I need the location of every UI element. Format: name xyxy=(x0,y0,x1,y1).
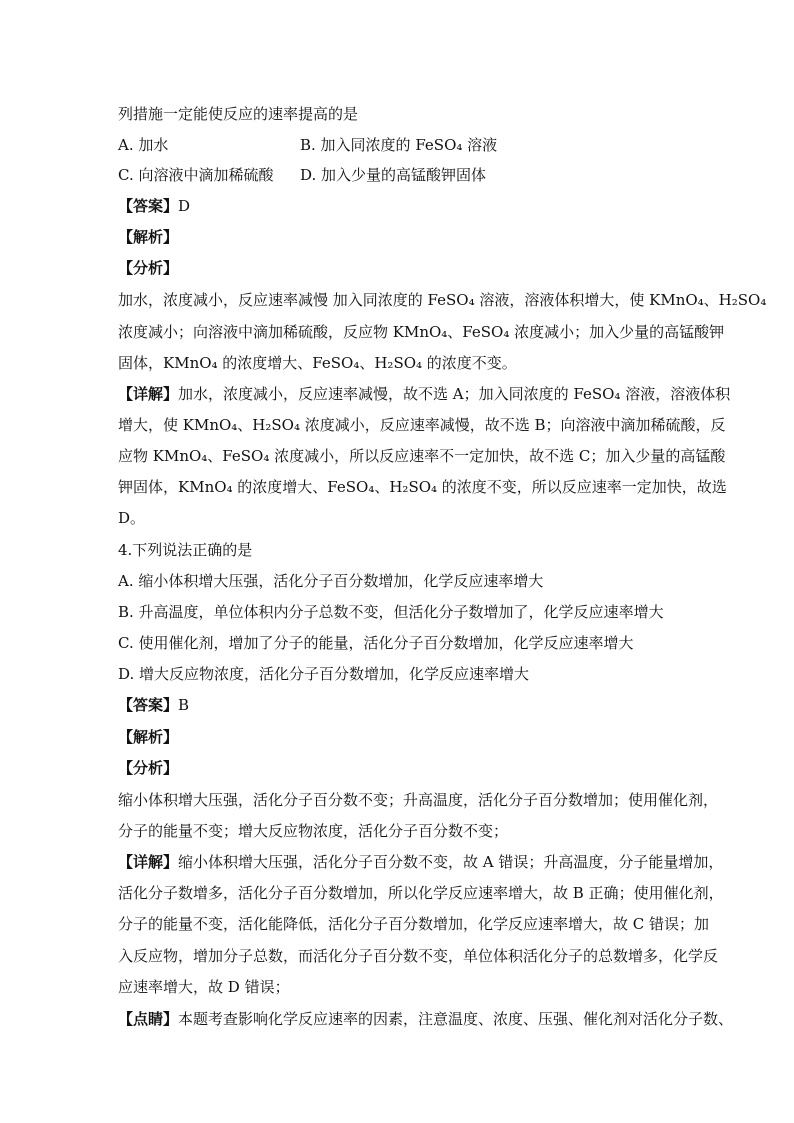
fenxi-tag xyxy=(118,258,688,278)
detail-text: 缩小体积增大压强，活化分子百分数不变，故 A 错误；升高温度，分子能量增加， xyxy=(178,853,724,871)
option-b: B. 加入同浓度的 FeSO₄ 溶液 xyxy=(300,136,498,154)
answer-value: D xyxy=(178,197,191,215)
analysis-line: 加水，浓度减小，反应速率减慢 加入同浓度的 FeSO₄ 溶液，溶液体积增大，使 KMnO₄、H₂SO₄ xyxy=(118,291,767,309)
analysis-line: 固体，KMnO₄ 的浓度增大、FeSO₄、H₂SO₄ 的浓度不变。 xyxy=(118,354,517,372)
detail-line: 入反应物，增加分子总数，而活化分子百分数不变，单位体积活化分子的总数增多，化学反 xyxy=(118,947,719,965)
question-3-stem: 列措施一定能使反应的速率提高的是 xyxy=(118,105,359,123)
jiexi-label: 【解析】 xyxy=(118,728,179,746)
answer-tag: 【答案】 xyxy=(118,696,179,714)
option-b: B. 升高温度，单位体积内分子总数不变，但活化分子数增加了，化学反应速率增大 xyxy=(118,603,664,621)
analysis-line: 分子的能量不变；增大反应物浓度，活化分子百分数不变； xyxy=(118,822,509,840)
option-d: D. 增大反应物浓度，活化分子百分数增加，化学反应速率增大 xyxy=(118,665,530,683)
detail-line: 分子的能量不变，活化能降低，活化分子百分数增加，化学反应速率增大，故 C 错误；加 xyxy=(118,915,710,933)
option-d: D. 加入少量的高锰酸钾固体 xyxy=(300,166,487,184)
option-c: C. 使用催化剂，增加了分子的能量，活化分子百分数增加，化学反应速率增大 xyxy=(118,634,634,652)
dianjing-line xyxy=(118,1009,734,1029)
jiexi-tag xyxy=(118,727,688,747)
detail-tag: 【详解】 xyxy=(118,853,179,871)
analysis-line: 缩小体积增大压强，活化分子百分数不变；升高温度，活化分子百分数增加；使用催化剂， xyxy=(118,791,719,809)
option-c-text: C. 向溶液中滴加稀硫酸 xyxy=(118,166,274,184)
question-4-stem: 4.下列说法正确的是 xyxy=(118,541,253,559)
detail-line: 活化分子数增多，活化分子百分数增加，所以化学反应速率增大，故 B 正确；使用催化剂， xyxy=(118,884,724,902)
option-a: A. 缩小体积增大压强，活化分子百分数增加，化学反应速率增大 xyxy=(118,572,544,590)
detail-line: 钾固体，KMnO₄ 的浓度增大、FeSO₄、H₂SO₄ 的浓度不变，所以反应速率一定加快，故选 xyxy=(118,478,727,496)
answer-line xyxy=(118,695,688,715)
detail-tag: 【详解】 xyxy=(118,385,179,403)
detail-line xyxy=(118,384,731,404)
jiexi-tag xyxy=(118,227,688,247)
detail-line: 增大，使 KMnO₄、H₂SO₄ 浓度减小，反应速率减慢，故不选 B；向溶液中滴加稀硫酸，反 xyxy=(118,416,726,434)
answer-line xyxy=(118,196,688,216)
detail-line: D。 xyxy=(118,509,146,527)
analysis-line: 浓度减小；向溶液中滴加稀硫酸，反应物 KMnO₄、FeSO₄ 浓度减小；加入少量的高锰酸钾 xyxy=(118,323,725,341)
dianjing-tag: 【点睛】 xyxy=(118,1010,179,1028)
detail-line: 应速率增大，故 D 错误； xyxy=(118,978,290,996)
jiexi-label: 【解析】 xyxy=(118,228,179,246)
option-a-text: A. 加水 xyxy=(118,136,169,154)
answer-value: B xyxy=(178,696,190,714)
detail-line xyxy=(118,852,724,872)
answer-tag: 【答案】 xyxy=(118,197,179,215)
detail-text: 加水，浓度减小，反应速率减慢，故不选 A；加入同浓度的 FeSO₄ 溶液，溶液体积 xyxy=(178,385,731,403)
fenxi-label: 【分析】 xyxy=(118,759,179,777)
fenxi-label: 【分析】 xyxy=(118,259,179,277)
detail-line: 应物 KMnO₄、FeSO₄ 浓度减小，所以反应速率不一定加快，故不选 C；加入少量的高锰酸 xyxy=(118,447,726,465)
dianjing-text: 本题考查影响化学反应速率的因素，注意温度、浓度、压强、催化剂对活化分子数、 xyxy=(178,1010,734,1028)
fenxi-tag xyxy=(118,758,688,778)
